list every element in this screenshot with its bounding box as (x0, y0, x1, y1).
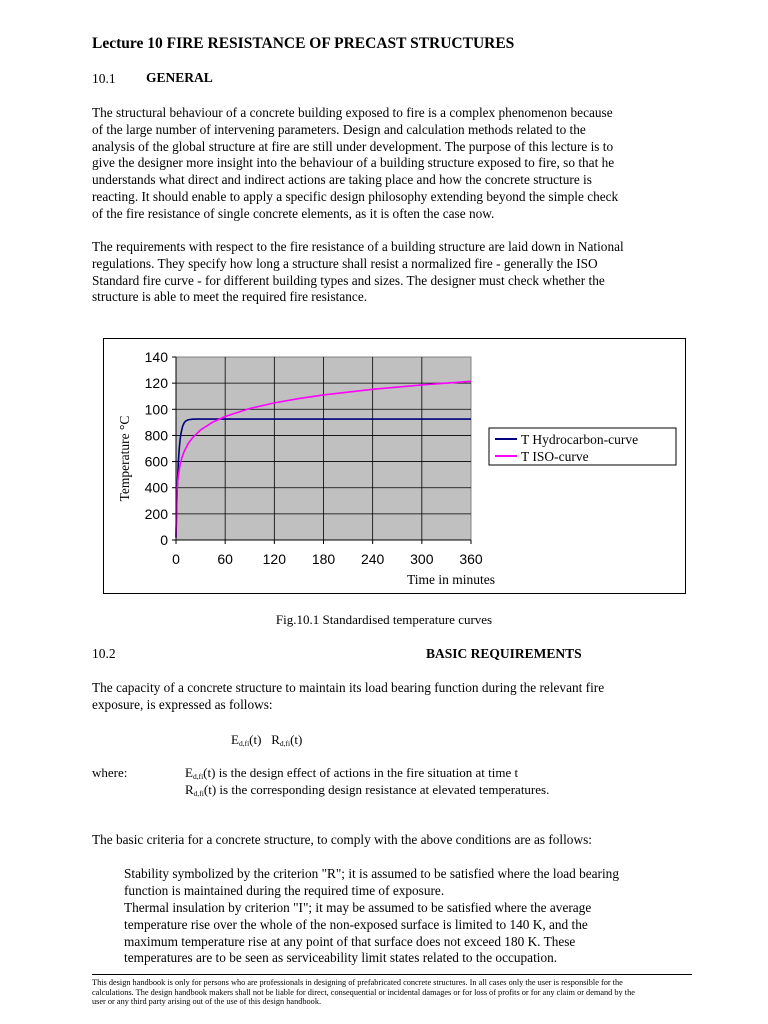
paragraph-basic-criteria: The basic criteria for a concrete structure, to comply with the above conditions are as follows: (92, 832, 592, 847)
y-tick-label: 140 (144, 349, 168, 365)
legend-label-1: T Hydrocarbon-curve (521, 432, 639, 447)
x-axis-title: Time in minutes (406, 572, 496, 587)
y-tick-label: 800 (144, 427, 168, 444)
formula-r-symbol: R (271, 732, 280, 747)
figure-caption: Fig.10.1 Standardised temperature curves (275, 612, 493, 627)
section-number-basic: 10.2 (92, 646, 116, 661)
paragraph-requirements: The requirements with respect to the fire resistance of a building structure are laid down in National regulations. They specify how long a structure shall resist a normalized fire - generally the ISO Standard fire curve - for different building types and sizes. The designer must check whether the structure is able to meet the required fire resistance. (92, 239, 624, 305)
y-tick-label: 600 (144, 453, 168, 470)
x-tick-label: 360 (459, 551, 483, 567)
x-tick-label: 180 (311, 551, 336, 567)
y-tick-label: 200 (144, 505, 168, 522)
criterion-insulation: Thermal insulation by criterion "I"; it may be assumed to be satisfied where the average temperature rise over the whole of the non-exposed surface is limited to 140 K, and the maximum temperature rise at any point of that surface does not exceed 180 K. These temperatures are to be seen as serviceability limit states related to the occupation. (124, 900, 592, 966)
page-title: Lecture 10 FIRE RESISTANCE OF PRECAST STRUCTURES (92, 35, 515, 52)
section-heading-basic: BASIC REQUIREMENTS (426, 646, 582, 661)
section-heading-general: GENERAL (146, 70, 213, 85)
legend-label-2: T ISO-curve (521, 449, 589, 464)
disclaimer-footer: This design handbook is only for persons who are professionals in designing of prefabricated concrete structures. In all cases only the user is responsible for the calculations. The design handbook makers shall not be liable for direct, consequential or incidental damages or for loss of profits or for any claim or demand by the user or any third party arising out of the use of this design handbook. (92, 974, 692, 1007)
y-tick-label: 400 (144, 479, 168, 496)
where-label: where: (92, 765, 128, 780)
x-tick-label: 240 (360, 551, 385, 567)
formula-expression (231, 732, 302, 748)
section-number-general: 10.1 (92, 71, 116, 86)
criterion-stability: Stability symbolized by the criterion "R"; it is assumed to be satisfied where the load bearing function is maintained during the required time of exposure. (124, 866, 619, 898)
formula-e-symbol: E (231, 732, 239, 747)
paragraph-capacity: The capacity of a concrete structure to maintain its load bearing function during the relevant fire exposure, is expressed as follows: (92, 680, 605, 712)
y-tick-label: 120 (144, 375, 168, 392)
formula-e-arg: (t) (249, 732, 262, 747)
x-tick-label: 60 (217, 551, 233, 567)
x-tick-label: 0 (172, 551, 180, 567)
paragraph-structural-behaviour: The structural behaviour of a concrete building exposed to fire is a complex phenomenon because of the large number of intervening parameters. Design and calculation methods related to the analysis of the global structure at fire are still under development. The purpose of this lecture is to give the designer more insight into the behaviour of a building structure exposed to fire, so that he understands what direct and indirect actions are taking place and how the concrete structure is reacting. It should enable to apply a specific design philosophy extending beyond the simple check of the fire resistance of single concrete elements, as it is often the case now. (92, 105, 619, 221)
temperature-chart-frame (103, 338, 686, 594)
e-definition: $E_{d,fi}(t)$ is the design effect of actions in the fire situation at time t (185, 765, 519, 781)
y-tick-label: 0 (160, 532, 168, 548)
formula-r-subscript: d,fi (279, 739, 291, 748)
formula-e-subscript: d,fi (238, 739, 250, 748)
y-tick-label: 100 (144, 401, 168, 418)
formula-r-arg: (t) (290, 732, 303, 747)
temperature-chart (104, 339, 685, 593)
x-tick-label: 120 (262, 551, 287, 567)
y-axis-title: Temperature °C (117, 415, 132, 502)
r-definition: $R_{d,fi}(t)$ is the corresponding design resistance at elevated temperatures. (185, 782, 550, 798)
x-tick-label: 300 (410, 551, 434, 567)
